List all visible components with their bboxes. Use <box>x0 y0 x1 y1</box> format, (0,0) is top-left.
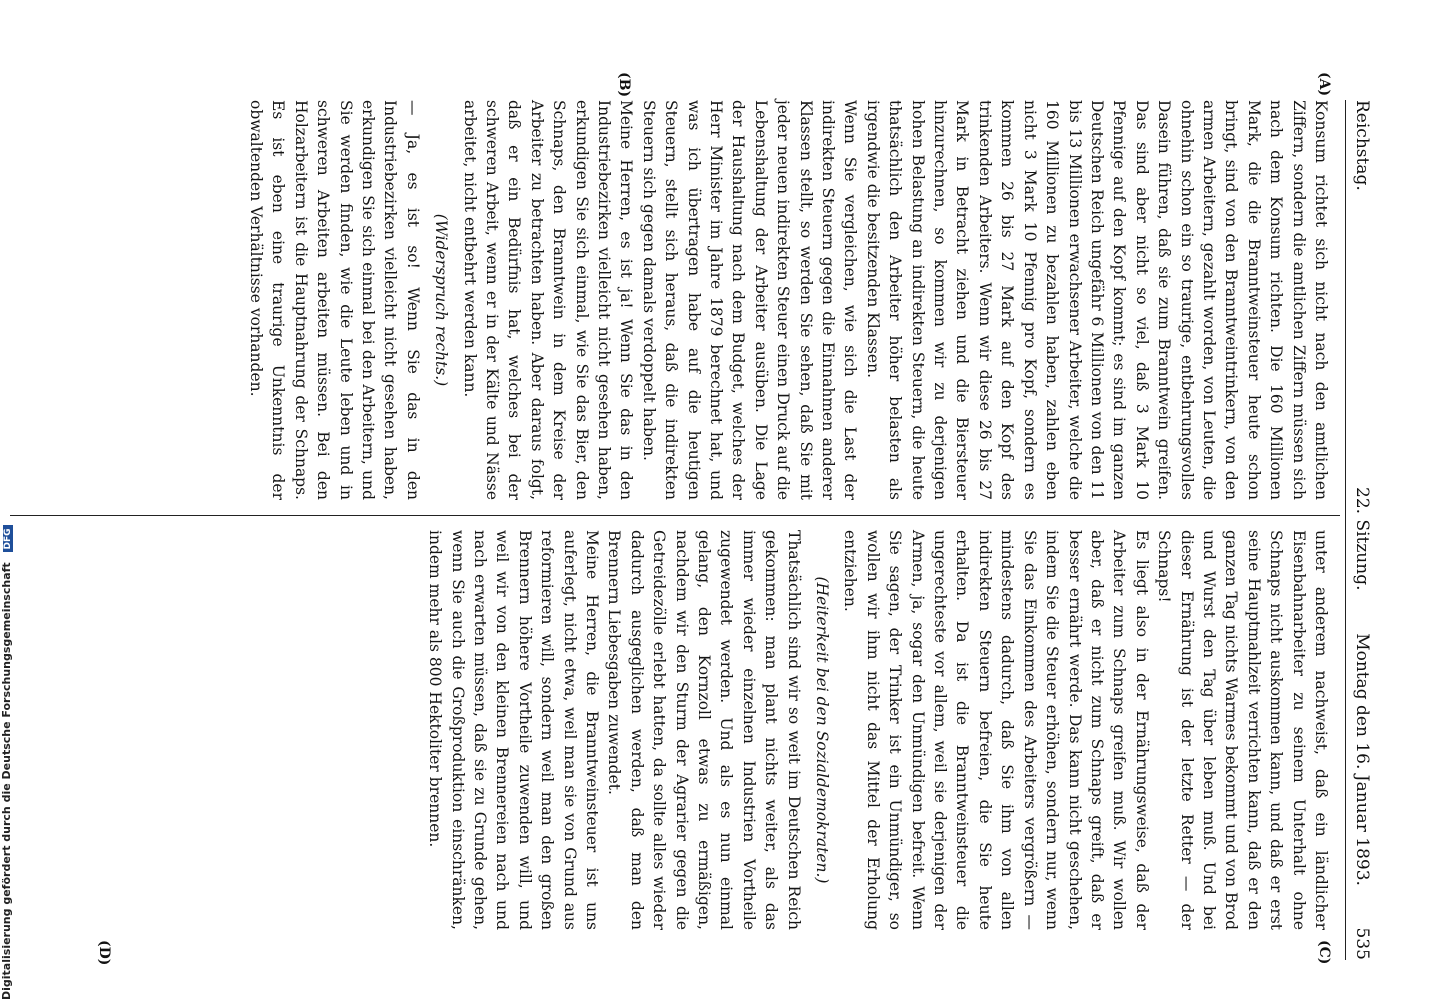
interjection: (Heiterkeit bei den Sozialdemokraten.) <box>813 576 832 884</box>
dfg-logo-icon: DFG <box>3 525 13 552</box>
paragraph: Thatsächlich sind wir so weit im Deutschen Reich gekommen: man plant nichts weiter, als das immer wieder einzelnen Industrien Vortheile zugewendet werden. Und als es nun einmal gelang, den Kornzoll etwas zu ermäßigen, nachdem wir den Sturm der Agrarier gegen die Getreidezölle erlebt hatten, da sollte alles wieder dadurch ausgeglichen werden, daß man den Brennern Liebesgaben zuwendet. <box>605 530 803 930</box>
interjection: (Widerspruch rechts.) <box>432 213 451 387</box>
paragraph: Meine Herren, es ist ja! Wenn Sie das in den Industriebezirken vielleicht nicht gesehen haben, erkundigen Sie sich einmal, wie Sie das Bier, den Schnaps, den Branntwein in dem Kreise der Arbeiter zu betrachten haben. Aber daraus folgt, daß er ein Bedürfnis hat, welches bei der schweren Arbeit, wenn er in der Kälte und Nässe arbeitet, nicht entbehrt werden kann. <box>460 100 636 500</box>
header-date: Montag den 16. Januar 1893. <box>1352 633 1372 886</box>
right-column <box>424 530 1332 930</box>
digitization-note <box>0 0 16 1000</box>
paragraph: Wenn Sie vergleichen, wie sich die Last der indirekten Steuern gegen die Einnahmen anderer Klassen stellt, so werden Sie sehen, daß Sie mit jeder neuen indirekten Steuer einen Druck auf die Lebenshaltung der Arbeiter ausüben. Die Lage der Haushaltung nach dem Budget, welches der Herr Minister im Jahre 1879 berechnet hat, und was ich übertragen habe auf die heutigen Steuern, stellt sich heraus, daß die indirekten Steuern sich gegen damals verdoppelt haben. <box>639 100 860 500</box>
page-header <box>1350 100 1372 960</box>
paragraph: — Ja, es ist so! Wenn Sie das in den Industriebezirken vielleicht nicht gesehen haben, erkundigen Sie sich einmal bei den Arbeitern, und Sie werden finden, wie die Leute leben und in schweren Arbeiten arbeiten müssen. Bei den Holzarbeitern ist die Hauptnahrung der Schnaps. Es ist eben eine traurige Unkenntnis der obwaltenden Verhältnisse vorhanden. <box>246 100 422 500</box>
paragraph: unter anderem nachweist, daß ein ländlicher Eisenbahnarbeiter zu seinem Unterhalt ohne Schnaps nicht auskommen kann, und daß er erst seine Hauptmahlzeit verrichten kann, daß er den ganzen Tag nichts Warmes bekommt und von Brod und Wurst den Tag über leben muß. Und bei dieser Ernährung ist der letzte Retter — der Schnaps! <box>1155 530 1330 930</box>
margin-marker-a: (A) <box>1316 72 1332 97</box>
paragraph: Meine Herren, die Branntweinsteuer ist uns auferlegt, nicht etwa, weil man sie von Grund aus reformieren will, sondern weil man den großen Brennern höhere Vortheile zuwenden will, und weil wir von den kleinen Brennereien nach und nach erwarten müssen, daß sie zu Grunde gehen, wenn Sie auch die Großproduktion einschränken, indem mehr als 800 Hektoliter brennen. <box>426 530 601 930</box>
column-divider <box>10 515 1340 516</box>
header-session: 22. Sitzung. <box>1352 487 1372 591</box>
paragraph: Konsum richtet sich nicht nach den amtlichen Ziffern, sondern die amtlichen Ziffern müssen sich nach dem Konsum richten. Die 160 Millionen Mark, die die Branntweinsteuer heute schon bringt, sind von den Branntweintrinkern, von den armen Arbeitern, gezahlt worden, von Leuten, die ohnehin schon ein so traurige, entbehrungsvolles Dasein führen, daß sie zum Branntwein greifen. Das sind aber nicht so viel, daß 3 Mark 10 Pfennige auf den Kopf kommt; es sind im ganzen Deutschen Reich ungefähr 6 Millionen von den 11 bis 13 Millionen erwachsener Arbeiter, welche die 160 Millionen zu bezahlen haben, zahlen eben nicht 3 Mark 10 Pfennig pro Kopf, sondern es kommen 26 bis 27 Mark auf den Kopf des trinkenden Arbeiters. Wenn wir diese 26 bis 27 Mark in Betracht ziehen und die Biersteuer hinzurechnen, so kommen wir zu derjenigen hohen Belastung an indirekten Steuern, die heute thatsächlich den Arbeiter höher belasten als irgendwie die besitzenden Klassen. <box>863 100 1330 500</box>
paragraph: Es liegt also in der Ernährungsweise, daß der Arbeiter zum Schnaps greifen muß. Wir wollen aber, daß er nicht zum Schnaps greift, daß er besser ernährt werde. Das kann nicht geschehen, indem Sie die Steuer erhöhen, sondern nur, wenn Sie das Einkommen des Arbeiters vergrößern — mindestens dadurch, daß Sie ihm von allen indirekten Steuern befreien, die Sie heute erhalten. Da ist die Branntweinsteuer die ungerechteste vor allem, weil sie derjenigen der Armen, ja, sogar den Unmündigen befreit. Wenn Sie sagen, der Trinker ist ein Unmündiger, so wollen wir ihm nicht das Mittel der Erholung entziehen. <box>841 530 1151 930</box>
margin-marker-c: (C) <box>1316 940 1332 965</box>
margin-marker-b: (B) <box>616 72 632 98</box>
left-column <box>245 100 1333 500</box>
header-title: Reichstag. <box>1352 100 1372 191</box>
digitization-text: Digitalisierung gefördert durch die Deutsche Forschungsgemeinschaft <box>0 562 13 1000</box>
page-number: 535 <box>1352 927 1372 960</box>
margin-marker-d: (D) <box>96 940 112 966</box>
header-rule <box>1345 100 1346 960</box>
